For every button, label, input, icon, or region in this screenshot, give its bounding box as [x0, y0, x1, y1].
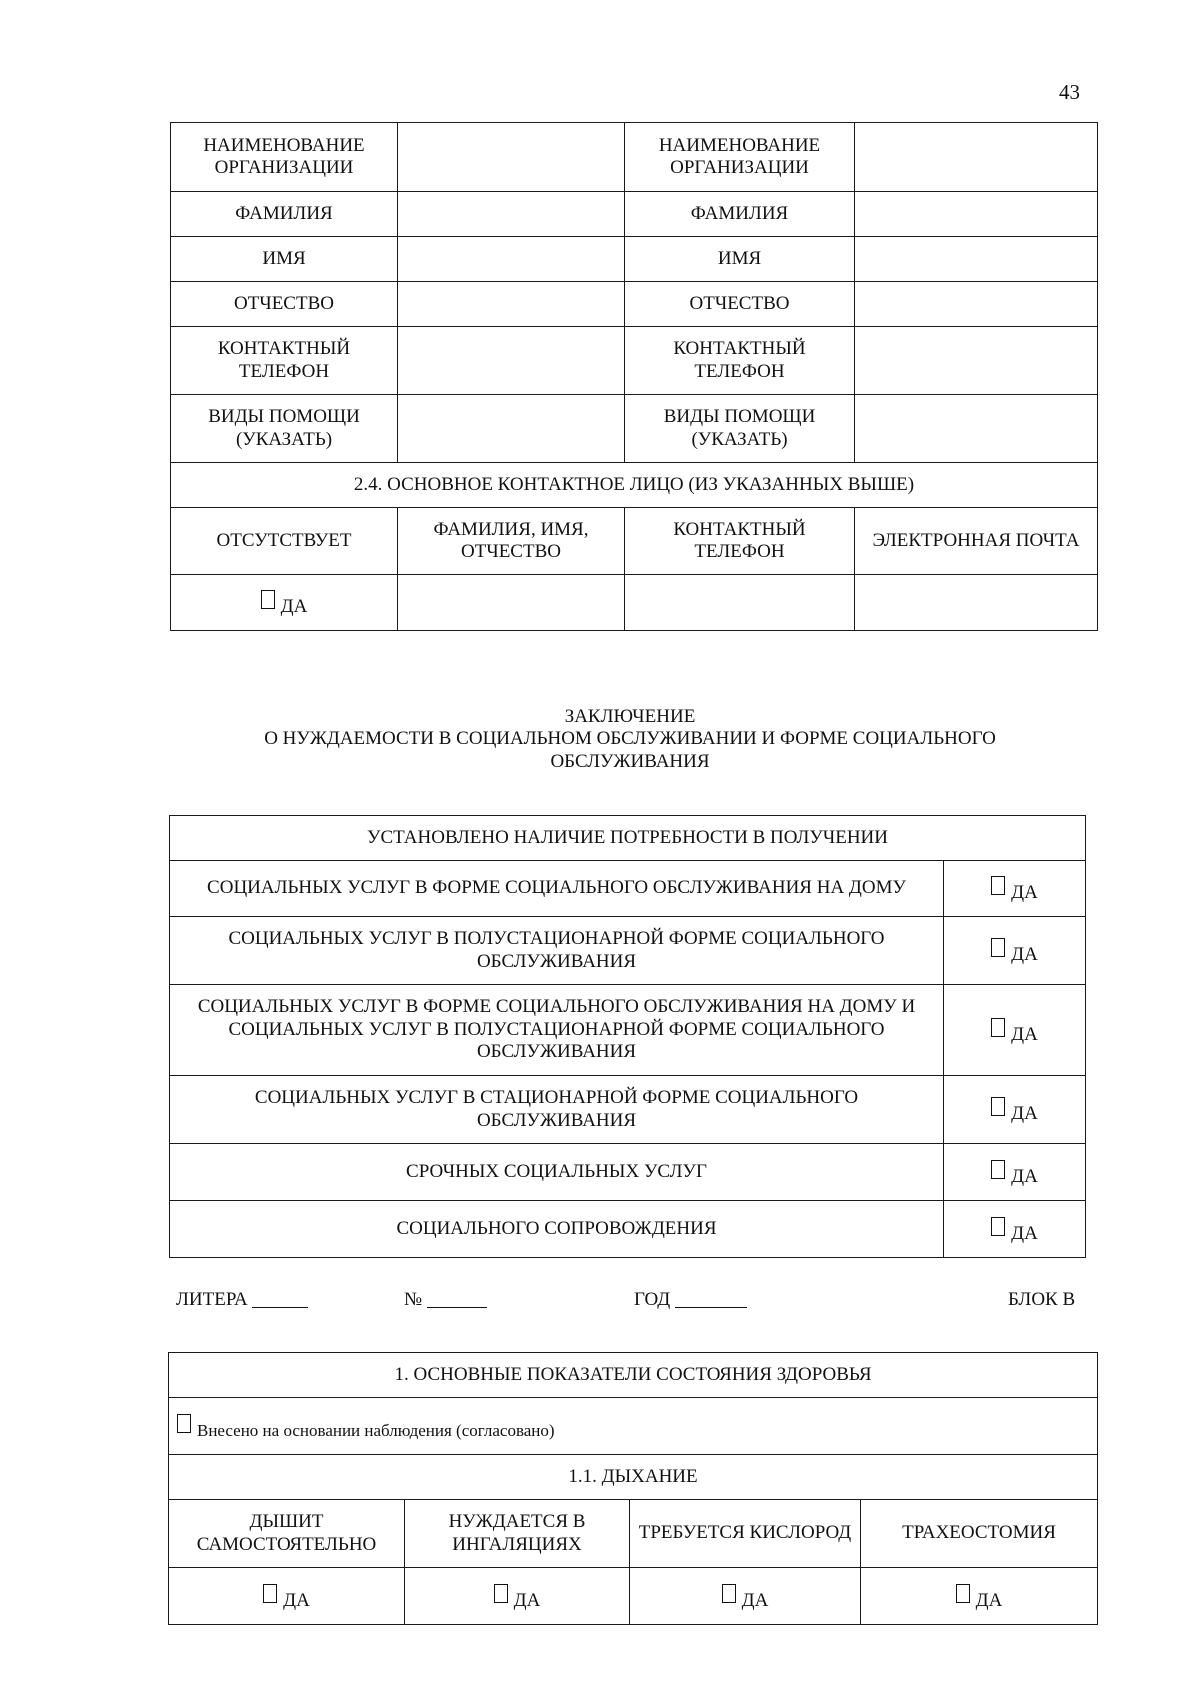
number-label: № — [404, 1289, 423, 1310]
conclusion-checkbox-cell[interactable] — [944, 917, 1086, 985]
block-label: БЛОК В — [1008, 1289, 1076, 1310]
conclusion-row-text: СОЦИАЛЬНЫХ УСЛУГ В СТАЦИОНАРНОЙ ФОРМЕ СОЦИАЛЬНОГО ОБСЛУЖИВАНИЯ — [170, 1076, 944, 1144]
conclusion-row-text: СОЦИАЛЬНЫХ УСЛУГ В ФОРМЕ СОЦИАЛЬНОГО ОБСЛУЖИВАНИЯ НА ДОМУ И СОЦИАЛЬНЫХ УСЛУГ В ПОЛУСТАЦИОНАРНОЙ ФОРМЕ СОЦИАЛЬНОГО ОБСЛУЖИВАНИЯ — [170, 985, 944, 1076]
breathing-checkbox-cell[interactable] — [630, 1568, 861, 1625]
help-types-label-left: ВИДЫ ПОМОЩИ (УКАЗАТЬ) — [171, 395, 398, 463]
absent-checkbox-cell[interactable] — [171, 575, 398, 631]
col-phone: КОНТАКТНЫЙ ТЕЛЕФОН — [625, 508, 855, 575]
phone-field-left[interactable] — [398, 327, 625, 395]
checkbox-label: ДА — [1011, 944, 1038, 966]
checkbox-label: ДА — [1011, 1023, 1038, 1045]
checkbox-icon[interactable] — [494, 1584, 508, 1603]
col-email: ЭЛЕКТРОННАЯ ПОЧТА — [855, 508, 1098, 575]
conclusion-row-text: СОЦИАЛЬНОГО СОПРОВОЖДЕНИЯ — [170, 1201, 944, 1258]
litera-label: ЛИТЕРА — [176, 1289, 248, 1310]
first-name-field-right[interactable] — [855, 237, 1098, 282]
conclusion-checkbox-cell[interactable] — [944, 985, 1086, 1076]
main-contact-section-title: 2.4. ОСНОВНОЕ КОНТАКТНОЕ ЛИЦО (ИЗ УКАЗАННЫХ ВЫШЕ) — [171, 463, 1098, 508]
surname-label-left: ФАМИЛИЯ — [171, 192, 398, 237]
checkbox-icon[interactable] — [261, 590, 275, 609]
checkbox-label: ДА — [1011, 1222, 1038, 1244]
observation-row[interactable] — [169, 1398, 1098, 1455]
phone-field-right[interactable] — [855, 327, 1098, 395]
first-name-label-left: ИМЯ — [171, 237, 398, 282]
help-types-field-left[interactable] — [398, 395, 625, 463]
number-field — [404, 1289, 487, 1311]
conclusion-row-text: СОЦИАЛЬНЫХ УСЛУГ В ФОРМЕ СОЦИАЛЬНОГО ОБСЛУЖИВАНИЯ НА ДОМУ — [170, 861, 944, 917]
litera-field — [176, 1289, 308, 1311]
checkbox-icon[interactable] — [177, 1414, 191, 1433]
conclusion-checkbox-cell[interactable] — [944, 861, 1086, 917]
surname-field-left[interactable] — [398, 192, 625, 237]
phone-field[interactable] — [625, 575, 855, 631]
health-table — [168, 1352, 1098, 1625]
conclusion-row-text: СРОЧНЫХ СОЦИАЛЬНЫХ УСЛУГ — [170, 1144, 944, 1201]
full-name-field[interactable] — [398, 575, 625, 631]
checkbox-label: ДА — [513, 1589, 541, 1611]
surname-field-right[interactable] — [855, 192, 1098, 237]
checkbox-icon[interactable] — [991, 1160, 1005, 1179]
checkbox-icon[interactable] — [991, 876, 1005, 895]
conclusion-title — [170, 706, 1090, 773]
first-name-label-right: ИМЯ — [625, 237, 855, 282]
checkbox-icon[interactable] — [263, 1584, 277, 1603]
checkbox-icon[interactable] — [991, 1018, 1005, 1037]
help-types-label-right: ВИДЫ ПОМОЩИ (УКАЗАТЬ) — [625, 395, 855, 463]
page-number: 43 — [1059, 80, 1080, 104]
conclusion-row-text: СОЦИАЛЬНЫХ УСЛУГ В ПОЛУСТАЦИОНАРНОЙ ФОРМЕ СОЦИАЛЬНОГО ОБСЛУЖИВАНИЯ — [170, 917, 944, 985]
breathing-checkbox-cell[interactable] — [169, 1568, 405, 1625]
year-label: ГОД — [634, 1289, 671, 1310]
col-absent: ОТСУТСТВУЕТ — [171, 508, 398, 575]
litera-blank[interactable] — [252, 1289, 308, 1308]
checkbox-icon[interactable] — [991, 938, 1005, 957]
checkbox-icon[interactable] — [991, 1097, 1005, 1116]
patronymic-label-left: ОТЧЕСТВО — [171, 282, 398, 327]
col-tracheostomy: ТРАХЕОСТОМИЯ — [861, 1500, 1098, 1568]
patronymic-field-left[interactable] — [398, 282, 625, 327]
health-title: 1. ОСНОВНЫЕ ПОКАЗАТЕЛИ СОСТОЯНИЯ ЗДОРОВЬЯ — [169, 1353, 1098, 1398]
patronymic-label-right: ОТЧЕСТВО — [625, 282, 855, 327]
conclusion-title-line2: О НУЖДАЕМОСТИ В СОЦИАЛЬНОМ ОБСЛУЖИВАНИИ И ФОРМЕ СОЦИАЛЬНОГО — [264, 728, 996, 750]
conclusion-header: УСТАНОВЛЕНО НАЛИЧИЕ ПОТРЕБНОСТИ В ПОЛУЧЕНИИ — [170, 816, 1086, 861]
phone-label-left: КОНТАКТНЫЙ ТЕЛЕФОН — [171, 327, 398, 395]
col-full-name: ФАМИЛИЯ, ИМЯ, ОТЧЕСТВО — [398, 508, 625, 575]
org-name-field-right[interactable] — [855, 123, 1098, 192]
org-name-field-left[interactable] — [398, 123, 625, 192]
checkbox-label: ДА — [1011, 1165, 1038, 1187]
year-field — [634, 1289, 747, 1311]
breathing-title: 1.1. ДЫХАНИЕ — [169, 1455, 1098, 1500]
org-name-label-left: НАИМЕНОВАНИЕ ОРГАНИЗАЦИИ — [171, 123, 398, 192]
org-name-label-right: НАИМЕНОВАНИЕ ОРГАНИЗАЦИИ — [625, 123, 855, 192]
first-name-field-left[interactable] — [398, 237, 625, 282]
breathing-checkbox-cell[interactable] — [861, 1568, 1098, 1625]
col-needs-oxygen: ТРЕБУЕТСЯ КИСЛОРОД — [630, 1500, 861, 1568]
checkbox-label: ДА — [280, 596, 308, 618]
checkbox-label: ДА — [741, 1589, 769, 1611]
observation-note: Внесено на основании наблюдения (согласовано) — [197, 1420, 555, 1440]
conclusion-checkbox-cell[interactable] — [944, 1144, 1086, 1201]
checkbox-icon[interactable] — [991, 1217, 1005, 1236]
conclusion-table — [169, 815, 1086, 1258]
checkbox-icon[interactable] — [956, 1584, 970, 1603]
checkbox-icon[interactable] — [722, 1584, 736, 1603]
breathing-checkbox-cell[interactable] — [405, 1568, 630, 1625]
conclusion-title-line3: ОБСЛУЖИВАНИЯ — [550, 750, 710, 772]
checkbox-label: ДА — [975, 1589, 1003, 1611]
checkbox-label: ДА — [1011, 1103, 1038, 1125]
help-types-field-right[interactable] — [855, 395, 1098, 463]
checkbox-label: ДА — [283, 1589, 310, 1611]
patronymic-field-right[interactable] — [855, 282, 1098, 327]
conclusion-checkbox-cell[interactable] — [944, 1076, 1086, 1144]
checkbox-label: ДА — [1011, 882, 1038, 904]
conclusion-checkbox-cell[interactable] — [944, 1201, 1086, 1258]
conclusion-title-line1: ЗАКЛЮЧЕНИЕ — [564, 706, 696, 727]
col-breathes-independently: ДЫШИТ САМОСТОЯТЕЛЬНО — [169, 1500, 405, 1568]
email-field[interactable] — [855, 575, 1098, 631]
phone-label-right: КОНТАКТНЫЙ ТЕЛЕФОН — [625, 327, 855, 395]
surname-label-right: ФАМИЛИЯ — [625, 192, 855, 237]
col-needs-inhalation: НУЖДАЕТСЯ В ИНГАЛЯЦИЯХ — [405, 1500, 630, 1568]
number-blank[interactable] — [427, 1289, 487, 1308]
year-blank[interactable] — [675, 1289, 747, 1308]
contacts-table — [170, 122, 1098, 631]
